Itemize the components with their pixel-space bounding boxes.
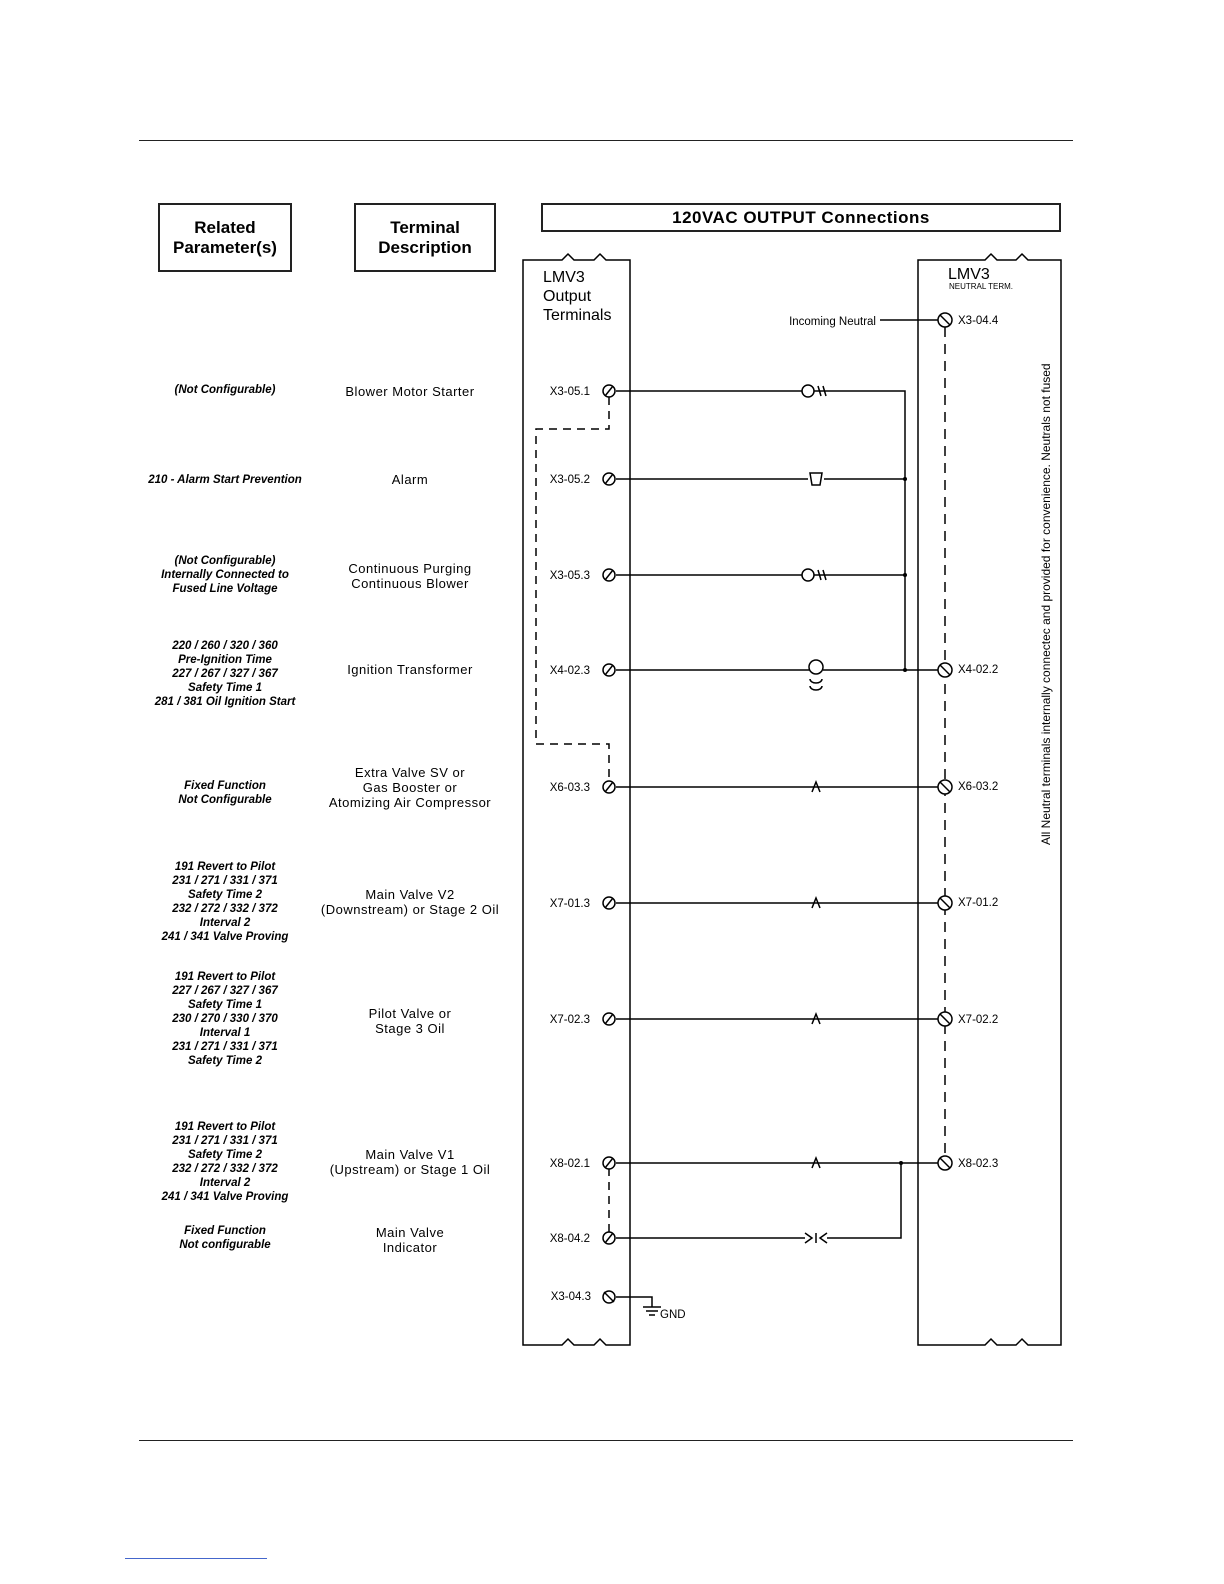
output-terminal-label: X6-03.3 xyxy=(549,782,590,794)
row-desc-ignition: Ignition Transformer xyxy=(347,662,473,677)
output-terminal-label: X3-05.3 xyxy=(549,570,590,582)
purging-contact-icon xyxy=(814,570,826,580)
blower-contact-icon xyxy=(814,386,826,396)
terminal-screw-icon xyxy=(603,664,615,676)
neutral-screw-icon xyxy=(938,663,952,677)
neutral-screw-icon xyxy=(938,1012,952,1026)
row-params-pilot: 191 Revert to Pilot 227 / 267 / 327 / 367 Safety Time 1 230 / 270 / 330 / 370 Interval 1 231 / 271 / 331 / 371 Safety Time 2 xyxy=(172,971,278,1067)
ground-terminal-label: X3-04.3 xyxy=(550,1291,591,1303)
alarm-horn-icon xyxy=(810,473,822,485)
terminal-screw-icon xyxy=(603,897,615,909)
neutral-terminal-label: X8-02.3 xyxy=(958,1158,999,1170)
ground-label: GND xyxy=(660,1309,686,1321)
neutral-terminal-label: X7-01.2 xyxy=(958,897,999,909)
incoming-neutral-label: Incoming Neutral xyxy=(789,316,876,328)
row-desc-extra-valve: Extra Valve SV or Gas Booster or Atomizing Air Compressor xyxy=(328,765,492,810)
blower-motor-coil-icon xyxy=(802,385,814,397)
diagram-title: 120VAC OUTPUT Connections xyxy=(541,203,1061,232)
blower-wire xyxy=(616,391,905,670)
output-terminal-label: X7-02.3 xyxy=(549,1014,590,1026)
neutral-terminal-label: X4-02.2 xyxy=(958,664,999,676)
terminal-description-header: Terminal Description xyxy=(354,203,496,272)
row-desc-blower: Blower Motor Starter xyxy=(345,384,475,399)
output-block-subtitle: Output xyxy=(543,288,592,305)
output-terminal-label: X4-02.3 xyxy=(549,665,590,677)
row-params-alarm: 210 - Alarm Start Prevention xyxy=(148,474,302,486)
neutral-screw-icon xyxy=(938,780,952,794)
terminal-screw-icon xyxy=(603,569,615,581)
output-terminal-label: X8-04.2 xyxy=(549,1233,590,1245)
row-params-indicator: Fixed Function Not configurable xyxy=(179,1225,271,1251)
row-desc-main-v2: Main Valve V2 (Downstream) or Stage 2 Oil xyxy=(320,887,500,917)
terminal-screw-icon xyxy=(603,1291,615,1303)
indicator-wire xyxy=(616,1163,901,1238)
related-parameters-header: Related Parameter(s) xyxy=(158,203,292,272)
output-block-outline xyxy=(523,254,630,1345)
output-terminal-label: X7-01.3 xyxy=(549,898,590,910)
output-terminal-label: X8-02.1 xyxy=(549,1158,590,1170)
row-params-main-v1: 191 Revert to Pilot 231 / 271 / 331 / 371 Safety Time 2 232 / 272 / 332 / 372 Interval 2 241 / 341 Valve Proving xyxy=(161,1121,289,1203)
row-desc-main-v1: Main Valve V1 (Upstream) or Stage 1 Oil xyxy=(329,1147,491,1177)
terminal-screw-icon xyxy=(603,473,615,485)
neutral-side-note: All Neutral terminals internally connectec and provided for convenience. Neutrals not fused xyxy=(1039,363,1053,845)
neutral-screw-icon xyxy=(938,896,952,910)
row-desc-pilot: Pilot Valve or Stage 3 Oil xyxy=(368,1006,452,1036)
neutral-block-subtitle: NEUTRAL TERM. xyxy=(949,282,1014,291)
neutral-terminal-label: X6-03.2 xyxy=(958,781,999,793)
row-params-purging: (Not Configurable) Internally Connected to Fused Line Voltage xyxy=(161,555,289,595)
output-block-title: LMV3 xyxy=(543,269,585,286)
neutral-terminal-label: X7-02.2 xyxy=(958,1014,999,1026)
ignition-transformer-icon xyxy=(809,660,823,674)
transformer-winding-icon xyxy=(810,679,822,690)
terminal-screw-icon xyxy=(603,385,615,397)
row-desc-purging: Continuous Purging Continuous Blower xyxy=(348,561,472,591)
neutral-block-title: LMV3 xyxy=(948,266,990,283)
indicator-lamp-icon xyxy=(805,1233,827,1243)
internal-line-link xyxy=(536,397,609,782)
output-block-subtitle-2: Terminals xyxy=(543,307,612,324)
ground-symbol xyxy=(616,1297,661,1315)
row-params-blower: (Not Configurable) xyxy=(174,384,276,396)
terminal-screw-icon xyxy=(603,1157,615,1169)
neutral-terminal-top: X3-04.4 xyxy=(958,315,999,327)
terminal-screw-icon xyxy=(603,1013,615,1025)
output-terminal-label: X3-05.2 xyxy=(549,474,590,486)
terminal-screw-icon xyxy=(603,781,615,793)
neutral-screw-icon xyxy=(938,1156,952,1170)
output-terminal-label: X3-05.1 xyxy=(549,386,590,398)
row-params-ignition: 220 / 260 / 320 / 360 Pre-Ignition Time 227 / 267 / 327 / 367 Safety Time 1 281 / 381 Oil Ignition Start xyxy=(154,640,296,708)
neutral-screw-icon xyxy=(938,313,952,327)
row-desc-alarm: Alarm xyxy=(391,472,429,487)
terminal-screw-icon xyxy=(603,1232,615,1244)
purging-coil-icon xyxy=(802,569,814,581)
row-params-main-v2: 191 Revert to Pilot 231 / 271 / 331 / 371 Safety Time 2 232 / 272 / 332 / 372 Interval 2 241 / 341 Valve Proving xyxy=(161,861,289,943)
row-params-extra-valve: Fixed Function Not Configurable xyxy=(178,780,272,806)
row-desc-indicator: Main Valve Indicator xyxy=(375,1225,445,1255)
